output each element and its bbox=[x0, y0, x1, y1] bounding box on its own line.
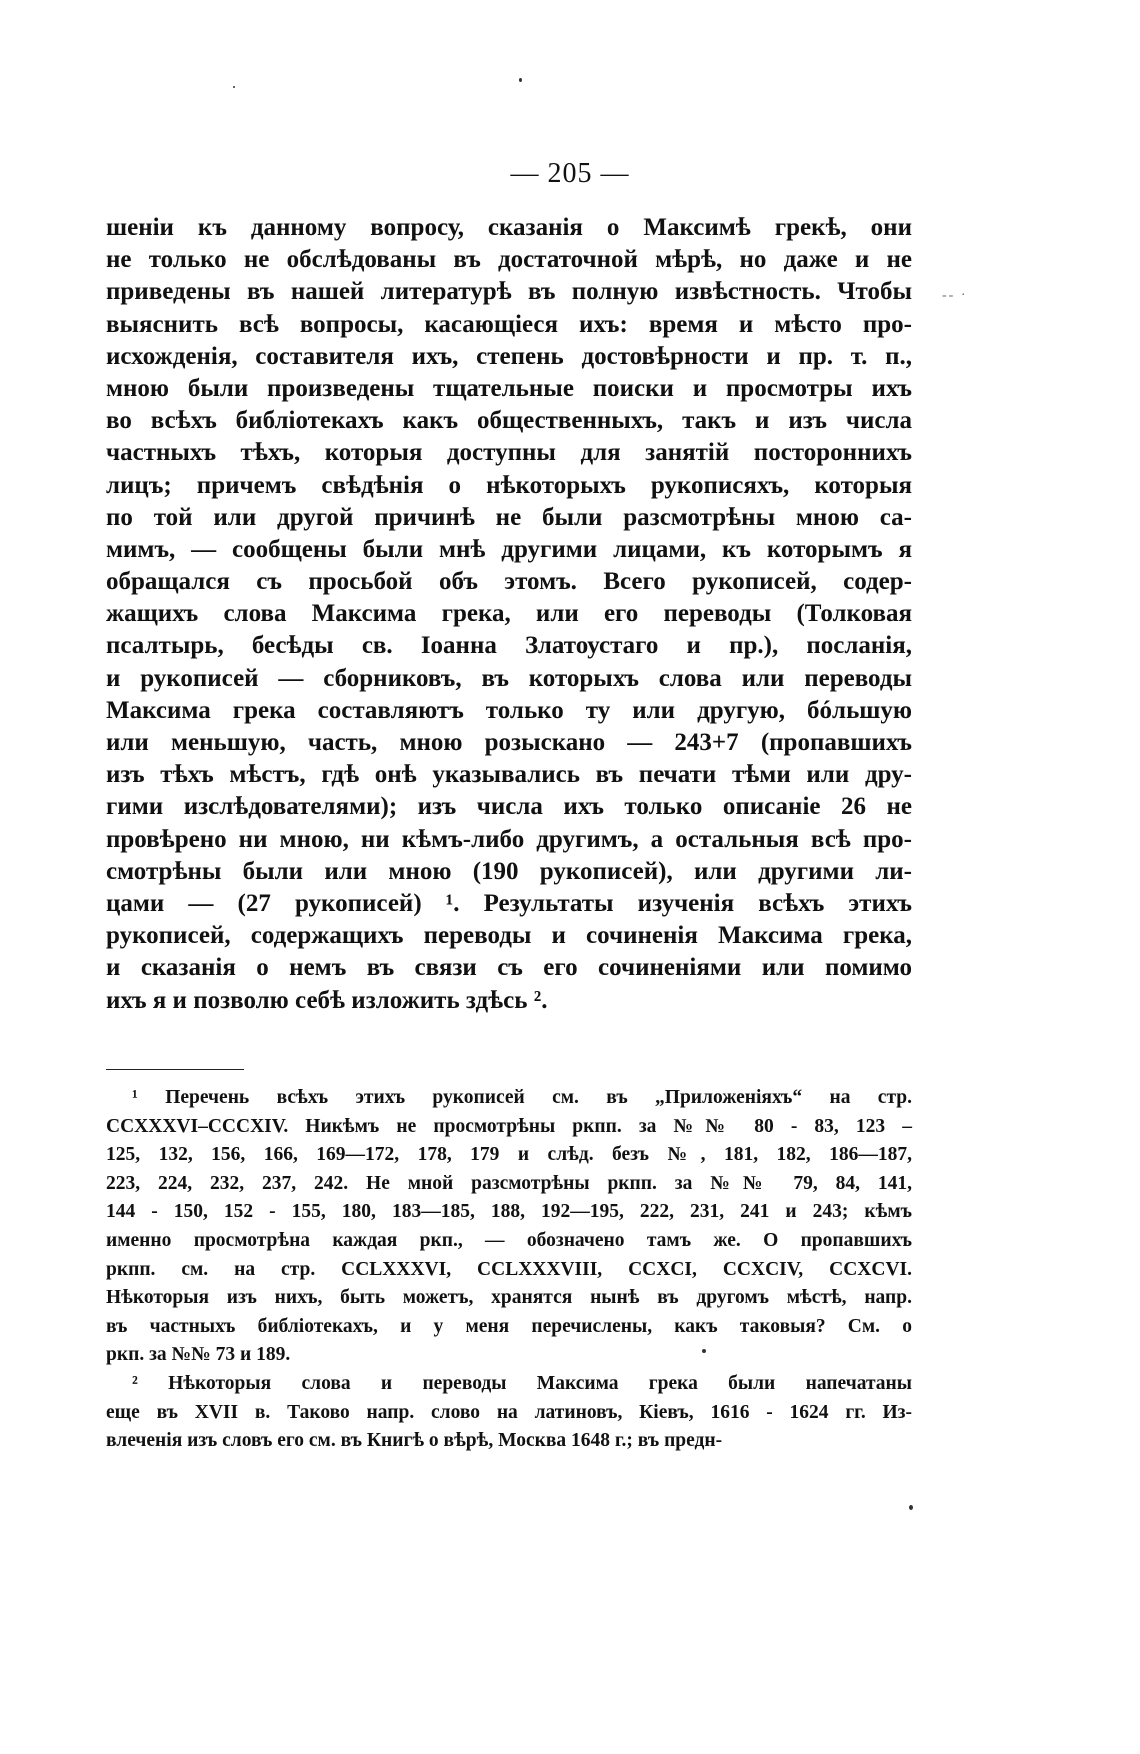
body-line: Максима грека составляютъ только ту или другую, бóльшую bbox=[106, 696, 912, 724]
footnote-line: 144 - 150, 152 - 155, 180, 183—185, 188, 192—195, 222, 231, 241 и 243; кѣмъ bbox=[106, 1201, 912, 1223]
body-line: изъ тѣхъ мѣстъ, гдѣ онѣ указывались въ печати тѣми или дру- bbox=[106, 761, 912, 789]
body-line: смотрѣны были или мною (190 рукописей), или другими ли- bbox=[106, 857, 912, 885]
margin-mark: -- · bbox=[942, 288, 968, 303]
footnote-line: влеченiя изъ словъ его см. въ Книгѣ о вѣрѣ, Москва 1648 г.; въ предн- bbox=[106, 1430, 723, 1452]
main-text bbox=[106, 212, 912, 1017]
body-line: по той или другой причинѣ не были разсмотрѣны мною са- bbox=[106, 503, 912, 531]
footnote-line: 125, 132, 156, 166, 169—172, 178, 179 и слѣд. безъ №, 181, 182, 186—187, bbox=[106, 1144, 912, 1166]
body-line: выяснить всѣ вопросы, касающiеся ихъ: время и мѣсто про- bbox=[106, 310, 912, 338]
body-line: цами — (27 рукописей) ¹. Результаты изученiя всѣхъ этихъ bbox=[106, 889, 912, 917]
footnote-separator bbox=[106, 1069, 244, 1070]
body-line: мною были произведены тщательные поиски и просмотры ихъ bbox=[106, 374, 912, 402]
footnote-line: именно просмотрѣна каждая ркп., — обозначено тамъ же. О пропавшихъ bbox=[106, 1229, 912, 1251]
body-line: приведены въ нашей литературѣ въ полную извѣстность. Чтобы bbox=[106, 278, 912, 306]
footnotes bbox=[106, 1084, 912, 1456]
body-line: ихъ я и позволю себѣ изложить здѣсь ². bbox=[106, 986, 548, 1014]
body-line: и рукописей — сборниковъ, въ которыхъ слова или переводы bbox=[106, 664, 912, 692]
body-line: рукописей, содержащихъ переводы и сочиненiя Максима грека, bbox=[106, 922, 912, 950]
body-line: частныхъ тѣхъ, которыя доступны для занятiй постороннихъ bbox=[106, 439, 912, 467]
print-speck bbox=[909, 1505, 913, 1510]
footnote-line: ¹ Перечень всѣхъ этихъ рукописей см. въ „Приложенiяхъ“ на стр. bbox=[132, 1087, 912, 1108]
footnote-line: CCXXXVI–CCCXIV. Никѣмъ не просмотрѣны ркпп. за №№ 80 - 83, 123 – bbox=[106, 1115, 912, 1137]
body-line: обращался съ просьбой объ этомъ. Всего рукописей, содер- bbox=[106, 568, 912, 596]
footnote-line: ² Нѣкоторыя слова и переводы Максима грека были напечатаны bbox=[132, 1372, 912, 1394]
page-number: — 205 — bbox=[510, 158, 630, 189]
body-line: мимъ, — сообщены были мнѣ другими лицами, къ которымъ я bbox=[106, 535, 912, 563]
body-line: шенiи къ данному вопросу, сказанiя о Максимѣ грекѣ, они bbox=[106, 214, 912, 241]
body-line: жащихъ слова Максима грека, или его переводы (Толковая bbox=[106, 600, 912, 628]
body-line: исхожденiя, составителя ихъ, степень достовѣрности и пр. т. п., bbox=[106, 342, 912, 370]
body-line: и сказанiя о немъ въ связи съ его сочиненiями или помимо bbox=[106, 954, 912, 982]
print-speck bbox=[233, 86, 235, 88]
body-line: псалтырь, бесѣды св. Iоанна Златоустаго и пр.), посланiя, bbox=[106, 632, 912, 660]
footnote-line: ркп. за №№ 73 и 189. bbox=[106, 1344, 291, 1366]
footnote-line: ркпп. см. на стр. CCLXXXVI, CCLXXXVIII, CCXCI, CCXCIV, CCXCVI. bbox=[106, 1258, 912, 1280]
body-line: во всѣхъ библiотекахъ какъ общественныхъ, такъ и изъ числа bbox=[106, 407, 912, 435]
body-line: провѣрено ни мною, ни кѣмъ-либо другимъ, а остальныя всѣ про- bbox=[106, 825, 912, 853]
footnote-line: Нѣкоторыя изъ нихъ, быть можетъ, хранятся нынѣ въ другомъ мѣстѣ, напр. bbox=[106, 1287, 912, 1309]
body-line: лицъ; причемъ свѣдѣнiя о нѣкоторыхъ рукописяхъ, которыя bbox=[106, 471, 912, 499]
print-speck bbox=[702, 1349, 706, 1353]
body-line: не только не обслѣдованы въ достаточной мѣрѣ, но даже и не bbox=[106, 246, 912, 274]
body-line: гими изслѣдователями); изъ числа ихъ только описанiе 26 не bbox=[106, 793, 912, 821]
footnote-line: 223, 224, 232, 237, 242. Не мной разсмотрѣны ркпп. за №№ 79, 84, 141, bbox=[106, 1172, 912, 1194]
print-speck bbox=[519, 78, 522, 82]
footnote-line: еще въ XVII в. Таково напр. слово на латиновъ, Кiевъ, 1616 - 1624 гг. Из- bbox=[106, 1401, 912, 1423]
footnote-line: въ частныхъ библiотекахъ, и у меня перечислены, какъ таковыя? См. о bbox=[106, 1315, 912, 1337]
body-line: или меньшую, часть, мною розыскано — 243+7 (пропавшихъ bbox=[106, 729, 912, 756]
